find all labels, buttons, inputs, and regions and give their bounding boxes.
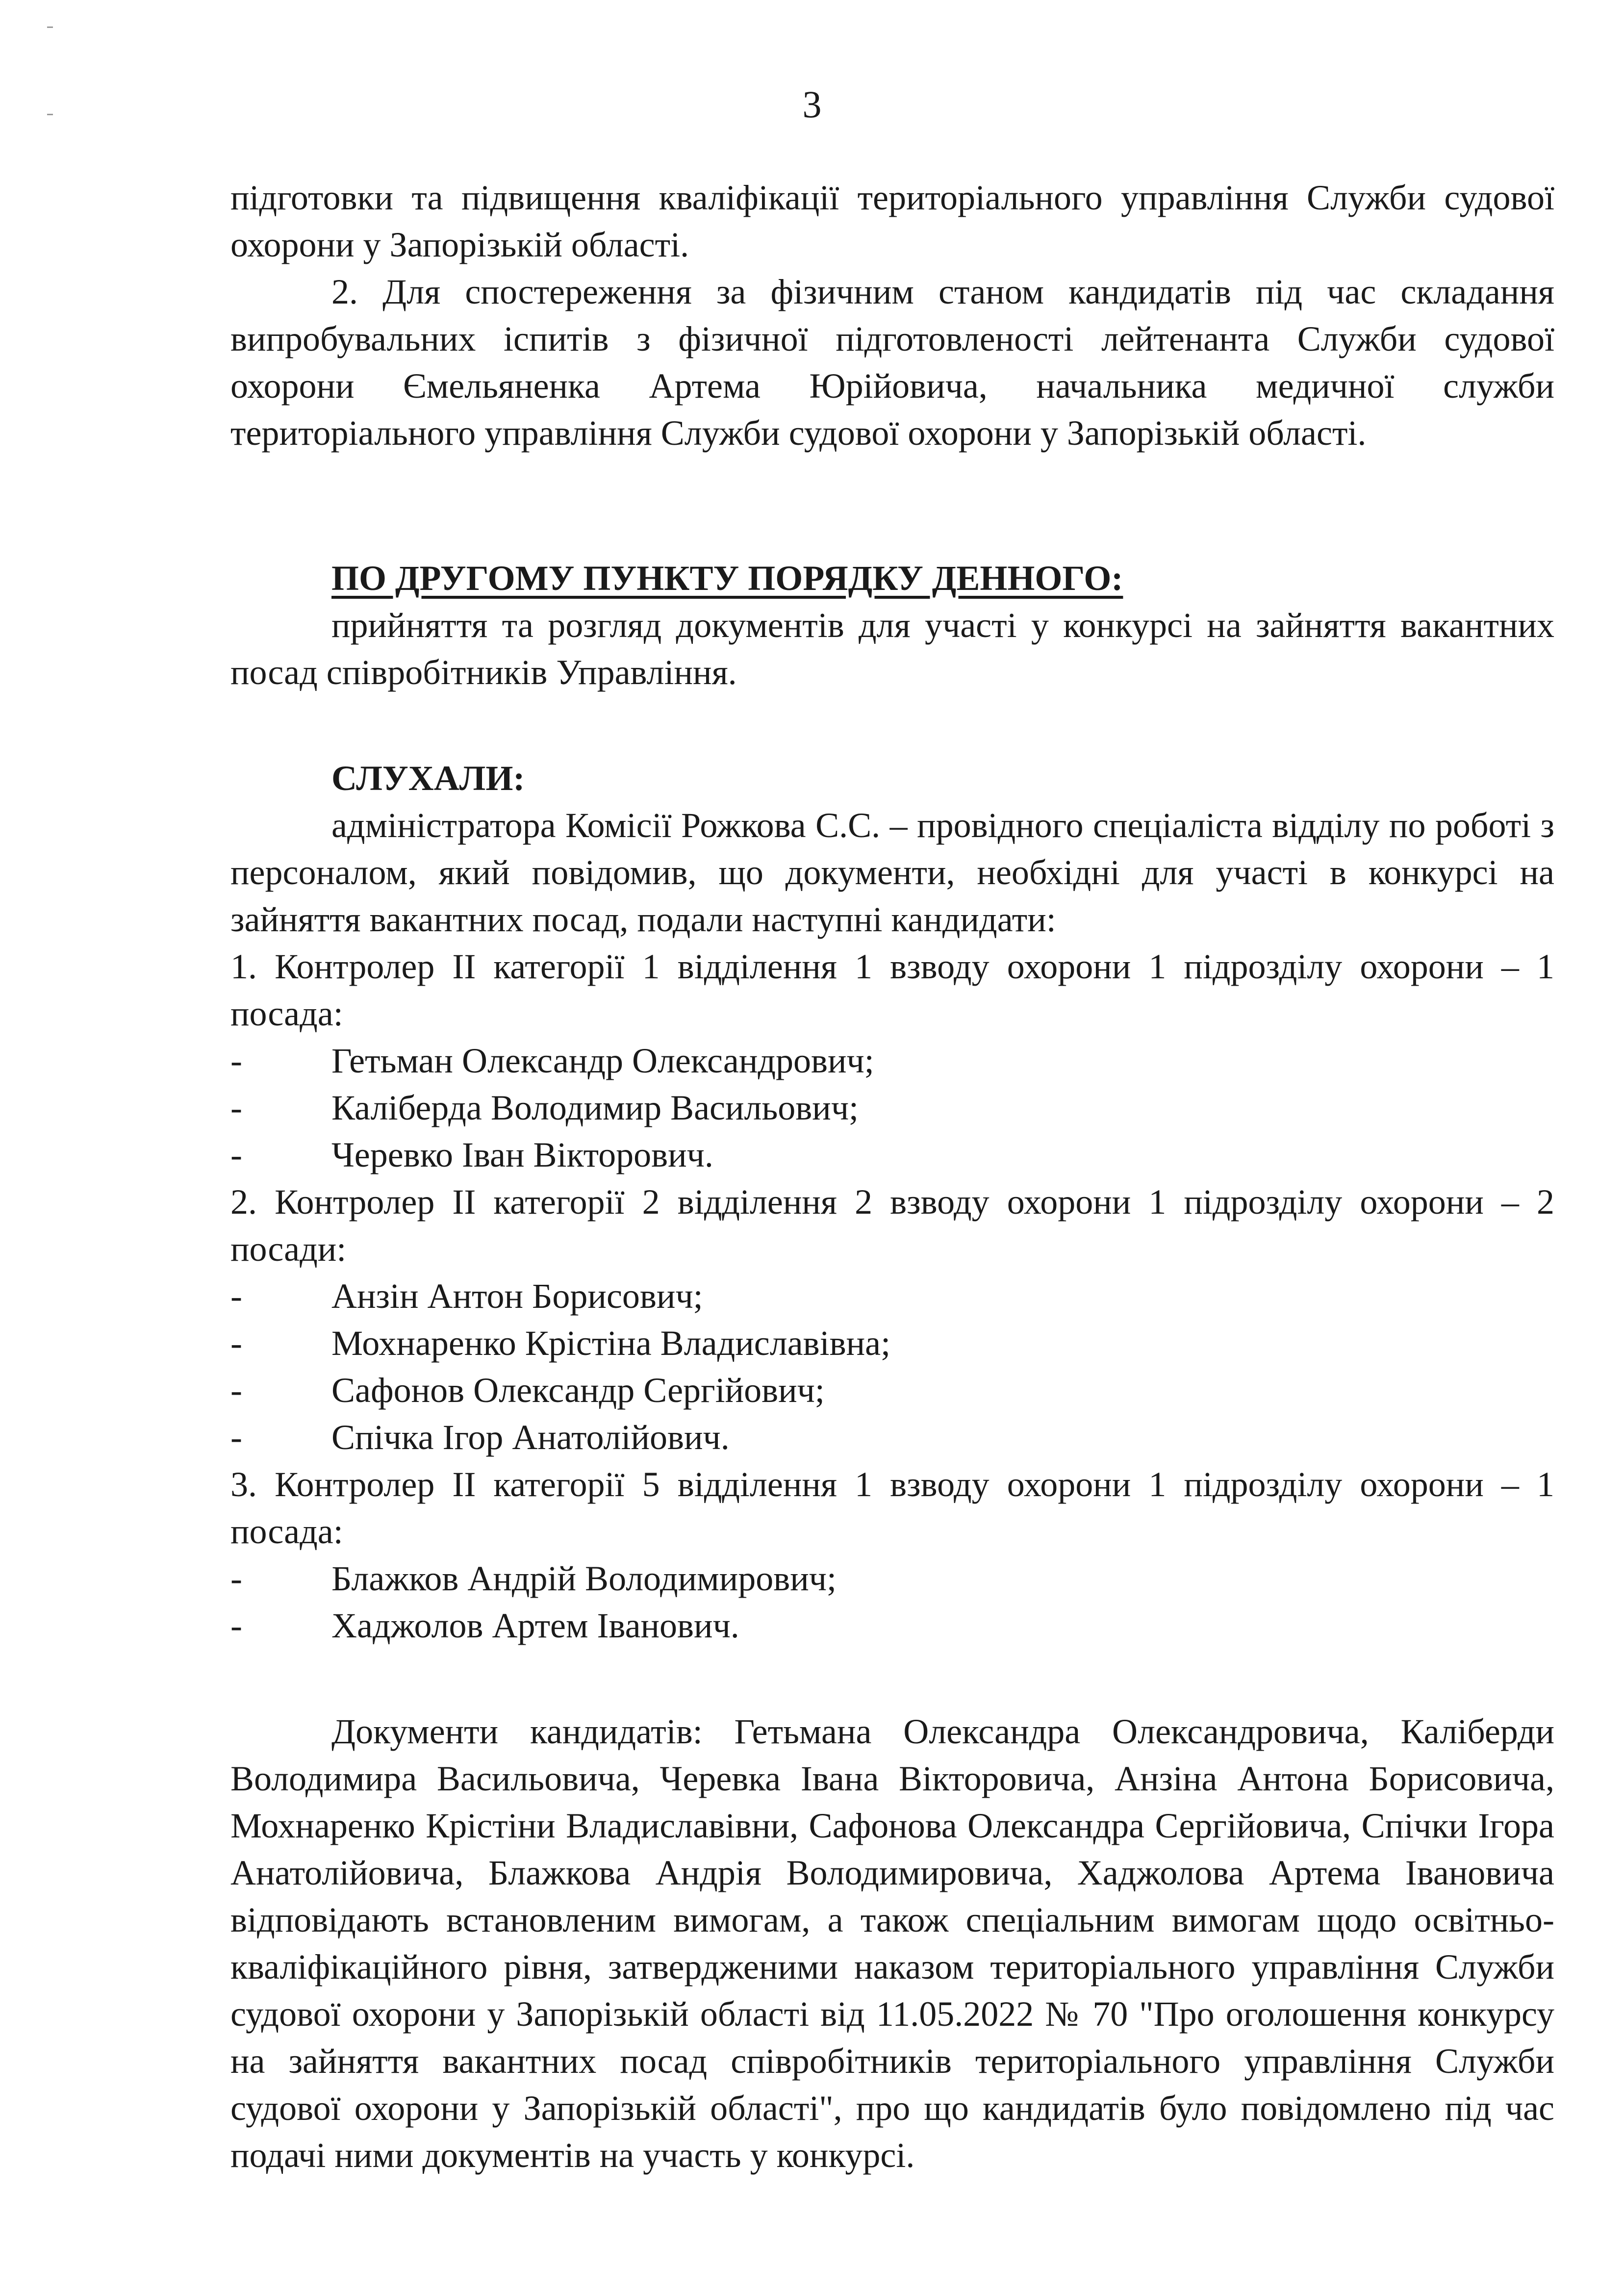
candidate-name: Сафонов Олександр Сергійович; <box>331 1371 825 1410</box>
list-dash: - <box>230 1135 242 1174</box>
candidate-name: Мохнаренко Крістіна Владиславівна; <box>331 1324 891 1363</box>
candidate-item <box>230 1367 1554 1414</box>
candidate-item <box>230 1555 1554 1602</box>
agenda-item-2-text: прийняття та розгляд документів для участі у конкурсі на зайняття вакантних посад співробітників Управління. <box>230 606 1554 692</box>
position-title: 3. Контролер ІІ категорії 5 відділення 1 взводу охорони 1 підрозділу охорони – 1 посада: <box>230 1465 1554 1551</box>
candidate-name: Гетьман Олександр Олександрович; <box>331 1041 874 1080</box>
paragraph-continuation: підготовки та підвищення кваліфікації територіального управління Служби судової охорони у Запорізькій області. <box>230 178 1554 264</box>
position-title: 2. Контролер ІІ категорії 2 відділення 2 взводу охорони 1 підрозділу охорони – 2 посади: <box>230 1182 1554 1269</box>
list-dash: - <box>230 1324 242 1363</box>
candidate-name: Каліберда Володимир Васильович; <box>331 1088 859 1127</box>
candidate-item <box>230 1037 1554 1084</box>
scan-mark-top <box>47 26 53 28</box>
paragraph-item-2: 2. Для спостереження за фізичним станом кандидатів під час складання випробувальних іспитів з фізичної підготовленості лейтенанта Служби судової охорони Ємельяненка Артема Юрійовича, начальника медичної служби територіального управління Служби судової охорони у Запорізькій області. <box>230 272 1554 453</box>
candidate-item <box>230 1602 1554 1649</box>
heard-text: адміністратора Комісії Рожкова С.С. – провідного спеціаліста відділу по роботі з персоналом, який повідомив, що документи, необхідні для участі в конкурсі на зайняття вакантних посад, подали наступні кандидати: <box>230 806 1554 939</box>
list-dash: - <box>230 1371 242 1410</box>
position-title: 1. Контролер ІІ категорії 1 відділення 1 взводу охорони 1 підрозділу охорони – 1 посада: <box>230 947 1554 1033</box>
list-dash: - <box>230 1418 242 1457</box>
list-dash: - <box>230 1606 242 1645</box>
candidate-name: Анзін Антон Борисович; <box>331 1276 703 1316</box>
list-dash: - <box>230 1276 242 1316</box>
documents-paragraph: Документи кандидатів: Гетьмана Олександра Олександровича, Каліберди Володимира Васильовича, Черевка Івана Вікторовича, Анзіна Антона Борисовича, Мохнаренко Крістіни Владиславівни, Сафонова Олександра Сергійовича, Спічки Ігора Анатолійовича, Блажкова Андрія Володимировича, Хаджолова Артема Івановича відповідають встановленим вимогам, а також спеціальним вимогам щодо освітньо-кваліфікаційного рівня, затвердженими наказом територіального управління Служби судової охорони у Запорізькій області від 11.05.2022 № 70 "Про оголошення конкурсу на зайняття вакантних посад співробітників територіального управління Служби судової охорони у Запорізькій області", про що кандидатів було повідомлено під час подачі ними документів на участь у конкурсі. <box>230 1712 1554 2175</box>
candidate-item <box>230 1320 1554 1367</box>
candidate-name: Блажков Андрій Володимирович; <box>331 1559 837 1598</box>
list-dash: - <box>230 1088 242 1127</box>
section-heading-agenda-item-2: ПО ДРУГОМУ ПУНКТУ ПОРЯДКУ ДЕННОГО: <box>331 559 1123 598</box>
candidate-item <box>230 1131 1554 1178</box>
positions-list <box>230 943 1554 1649</box>
list-dash: - <box>230 1041 242 1080</box>
candidate-name: Черевко Іван Вікторович. <box>331 1135 713 1174</box>
candidate-item <box>230 1414 1554 1461</box>
candidate-name: Спічка Ігор Анатолійович. <box>331 1418 730 1457</box>
candidate-item <box>230 1084 1554 1131</box>
candidate-name: Хаджолов Артем Іванович. <box>331 1606 739 1645</box>
candidate-item <box>230 1273 1554 1320</box>
document-body <box>230 174 1554 2179</box>
list-dash: - <box>230 1559 242 1598</box>
page-number: 3 <box>802 83 822 126</box>
heard-heading: СЛУХАЛИ: <box>331 759 525 798</box>
